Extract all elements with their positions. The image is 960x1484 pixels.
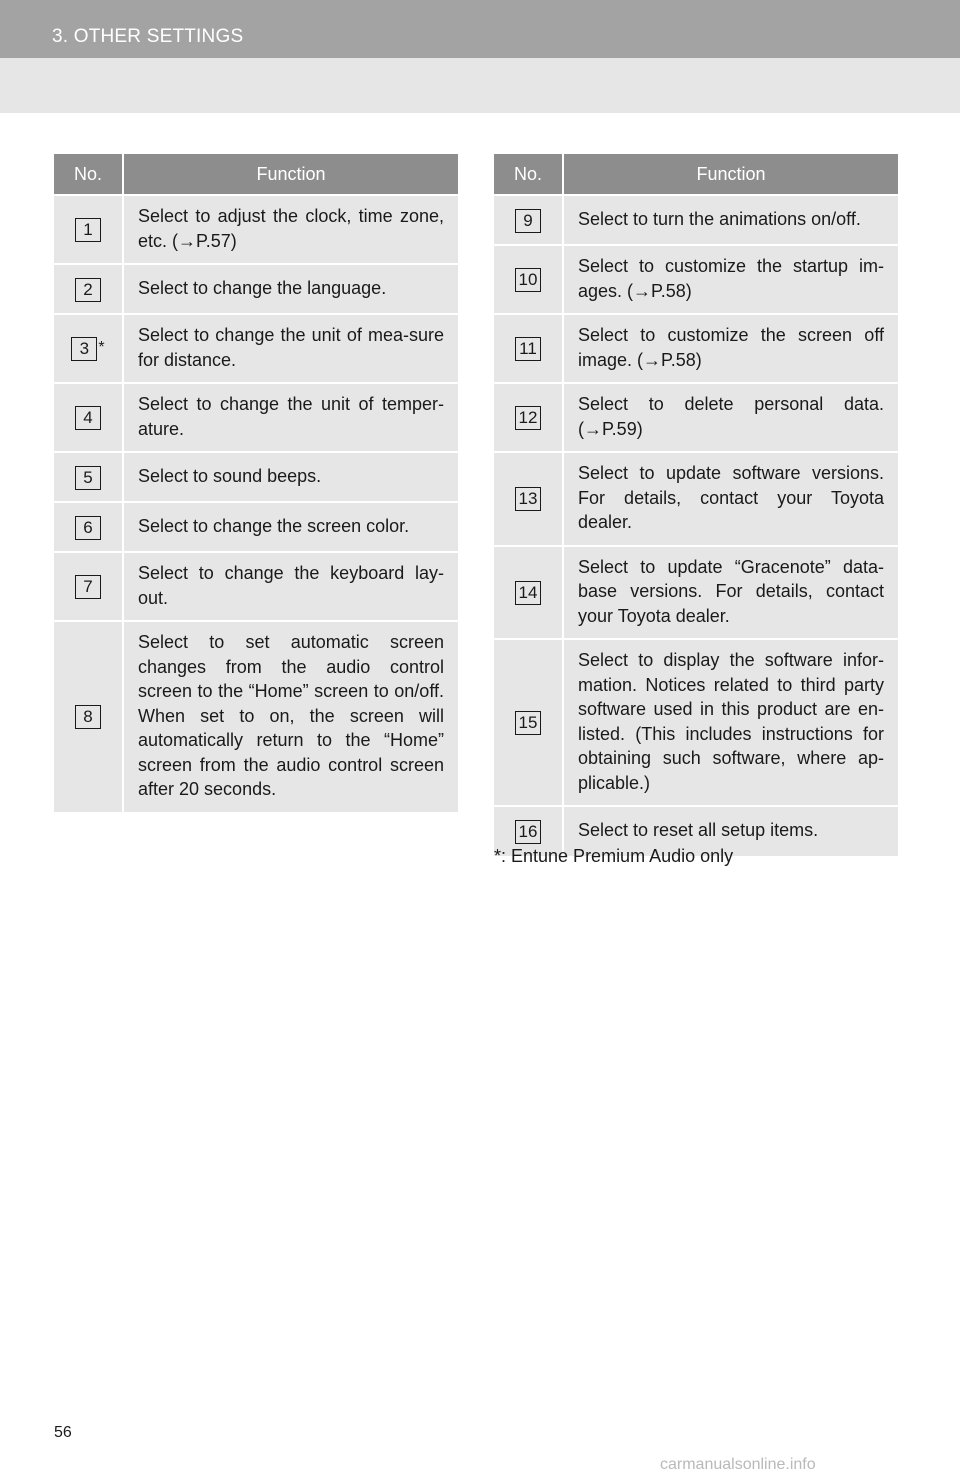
row-function-text: Select to customize the startup im-ages. (→P.58) <box>563 245 898 314</box>
row-number-cell <box>494 639 563 806</box>
row-number-cell <box>54 383 123 452</box>
row-function-text: Select to set automatic screen changes from the audio control screen to the “Home” screen to on/off. When set to on, the screen will automatically return to the “Home” screen from the audio control screen after 20 seconds. <box>123 621 458 812</box>
row-function-text: Select to change the keyboard lay-out. <box>123 552 458 621</box>
footnote: *: Entune Premium Audio only <box>494 846 734 866</box>
row-function-text: Select to sound beeps. <box>123 452 458 502</box>
row-number-badge: 8 <box>75 705 101 729</box>
table-row <box>54 264 458 314</box>
row-function-text: Select to customize the screen off image. (→P.58) <box>563 314 898 383</box>
table-row <box>54 195 458 264</box>
table-row <box>54 502 458 552</box>
row-function-text: Select to delete personal data. (→P.59) <box>563 383 898 452</box>
col-header-no: No. <box>54 154 123 195</box>
row-number-cell <box>494 383 563 452</box>
row-function-text: Select to change the language. <box>123 264 458 314</box>
row-number-badge: 7 <box>75 575 101 599</box>
row-function-text: Select to turn the animations on/off. <box>563 195 898 245</box>
table-row <box>494 195 898 245</box>
table-row <box>54 621 458 812</box>
table-row <box>494 639 898 806</box>
row-function-text: Select to change the screen color. <box>123 502 458 552</box>
row-number-cell <box>494 314 563 383</box>
row-function-text: Select to change the unit of mea-sure for distance. <box>123 314 458 383</box>
row-number-badge: 9 <box>515 209 541 233</box>
row-number-badge: 2 <box>75 278 101 302</box>
row-function-text: Select to display the software infor-mation. Notices related to third party software used in this product are en-listed. (This includes instructions for obtaining such software, where ap-plicable.) <box>563 639 898 806</box>
section-title: 3. OTHER SETTINGS <box>52 26 244 47</box>
row-function-text: Select to adjust the clock, time zone, etc. (→P.57) <box>123 195 458 264</box>
row-number-cell <box>54 452 123 502</box>
row-number-cell <box>54 502 123 552</box>
header-bar <box>0 0 960 58</box>
col-header-function: Function <box>563 154 898 195</box>
table-row <box>54 552 458 621</box>
col-header-function: Function <box>123 154 458 195</box>
row-number-badge: 16 <box>515 820 541 844</box>
row-number-cell <box>54 195 123 264</box>
row-number-badge: 15 <box>515 711 541 735</box>
row-number-badge: 6 <box>75 516 101 540</box>
table-row <box>494 452 898 546</box>
row-number-badge: 11 <box>515 337 541 361</box>
row-number-cell <box>494 452 563 546</box>
row-number-cell <box>54 621 123 812</box>
row-number-badge: 4 <box>75 406 101 430</box>
row-number-cell <box>494 195 563 245</box>
table-row <box>494 245 898 314</box>
table-row <box>494 383 898 452</box>
row-number-cell <box>54 552 123 621</box>
row-number-badge: 14 <box>515 581 541 605</box>
table-row <box>54 314 458 383</box>
table-row <box>54 383 458 452</box>
row-number-badge: 13 <box>515 487 541 511</box>
row-function-text: Select to reset all setup items. <box>563 806 898 856</box>
row-function-text: Select to change the unit of temper-ature. <box>123 383 458 452</box>
row-number-cell <box>54 264 123 314</box>
row-number-badge: 10 <box>515 268 541 292</box>
row-number-badge: 5 <box>75 466 101 490</box>
table-header-row <box>494 154 898 195</box>
row-function-text: Select to update “Gracenote” data-base versions. For details, contact your Toyota dealer. <box>563 546 898 640</box>
row-function-text: Select to update software versions. For details, contact your Toyota dealer. <box>563 452 898 546</box>
table-header-row <box>54 154 458 195</box>
header-band <box>0 58 960 113</box>
right-function-table <box>494 154 898 856</box>
row-number-badge: 12 <box>515 406 541 430</box>
table-row <box>494 546 898 640</box>
watermark-text: carmanualsonline.info <box>660 1456 816 1473</box>
row-number-cell <box>494 245 563 314</box>
row-number-cell <box>494 546 563 640</box>
entune-only-marker: * <box>98 338 105 356</box>
table-row <box>494 314 898 383</box>
left-function-table <box>54 154 458 812</box>
table-row <box>54 452 458 502</box>
row-number-badge: 3 <box>71 337 97 361</box>
row-number-cell <box>54 314 123 383</box>
page-number: 56 <box>54 1424 72 1441</box>
row-number-badge: 1 <box>75 218 101 242</box>
col-header-no: No. <box>494 154 563 195</box>
